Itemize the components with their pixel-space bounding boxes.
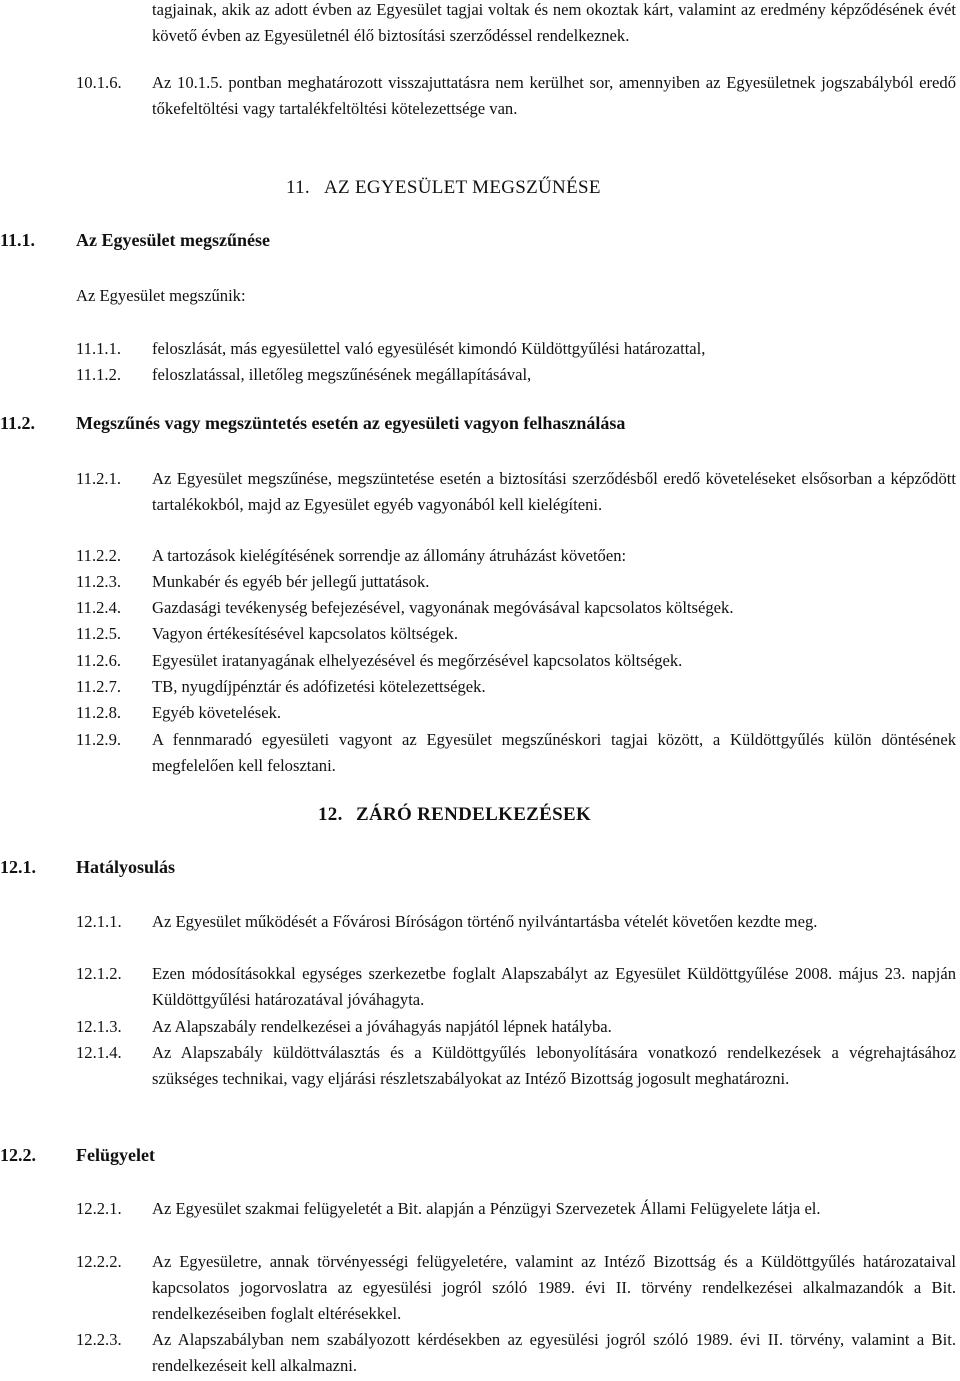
item-text: Az Egyesület szakmai felügyeletét a Bit. alapján a Pénzügyi Szervezetek Állami Felügyelete látja el. xyxy=(152,1199,821,1218)
item-number: 11.2.9. xyxy=(76,730,122,749)
list-item xyxy=(76,648,956,674)
list-item xyxy=(76,595,956,621)
section-number: 11.2. xyxy=(0,413,36,433)
list-item xyxy=(76,621,956,647)
item-text: Munkabér és egyéb bér jellegű juttatások. xyxy=(152,572,430,591)
item-number: 11.2.3. xyxy=(76,572,122,591)
item-number: 11.2.4. xyxy=(76,598,122,617)
list-item xyxy=(76,1196,956,1250)
list-item xyxy=(76,1014,956,1040)
item-number: 12.2.1. xyxy=(76,1199,122,1218)
item-text: Egyesület iratanyagának elhelyezésével és megőrzésével kapcsolatos költségek. xyxy=(152,651,683,670)
item-text: Az Alapszabály rendelkezései a jóváhagyás napjától lépnek hatályba. xyxy=(152,1017,612,1036)
item-number: 10.1.6. xyxy=(76,73,122,92)
item-text: Vagyon értékesítésével kapcsolatos költségek. xyxy=(152,624,458,643)
item-number: 12.2.2. xyxy=(76,1252,122,1271)
list-item xyxy=(76,674,956,700)
list-item xyxy=(76,961,956,1015)
list-item xyxy=(76,1040,956,1120)
item-text: feloszlását, más egyesülettel való egyesülését kimondó Küldöttgyűlési határozattal, xyxy=(152,339,706,358)
section-title: Megszűnés vagy megszüntetés esetén az egyesületi vagyon felhasználása xyxy=(76,413,626,433)
section-number: 11.1. xyxy=(0,230,36,250)
item-number: 12.1.3. xyxy=(76,1017,122,1036)
list-item xyxy=(76,362,956,388)
section-title: Az Egyesület megszűnése xyxy=(76,230,270,250)
item-text: Az Alapszabályban nem szabályozott kérdésekben az egyesülési jogról szóló 1989. évi II. törvény, valamint a Bit. rendelkezéseit kell alkalmazni. xyxy=(152,1330,956,1376)
item-text: Az Egyesület működését a Fővárosi Bíróságon történő nyilvántartásba vételét követően kezdte meg. xyxy=(152,912,818,931)
item-number: 12.1.1. xyxy=(76,912,122,931)
list-item xyxy=(76,909,956,963)
list-item xyxy=(76,70,956,124)
list-item xyxy=(76,727,956,781)
chapter-number: 11. xyxy=(286,177,310,198)
item-text: Gazdasági tevékenység befejezésével, vagyonának megóvásával kapcsolatos költségek. xyxy=(152,598,734,617)
item-text: Az Alapszabály küldöttválasztás és a Küldöttgyűlés lebonyolítására vonatkozó rendelkezések a végrehajtásához szükséges technikai, vagy eljárási részletszabályokat az Intéző Bizottság jogosult meghatározni. xyxy=(152,1043,956,1089)
item-text: Az 10.1.5. pontban meghatározott visszajuttatásra nem kerülhet sor, amennyiben az Egyesületnek jogszabályból eredő tőkefeltöltési vagy tartalékfeltöltési kötelezettsége van. xyxy=(152,73,956,119)
chapter-title: ZÁRÓ RENDELKEZÉSEK xyxy=(356,804,592,825)
item-text: Az Egyesület megszűnése, megszüntetése esetén a biztosítási szerződésből eredő követeléseket elsősorban a képződött tartalékokból, majd az Egyesület egyéb vagyonából kell kielégíteni. xyxy=(152,469,956,515)
chapter-heading-12 xyxy=(318,804,591,826)
item-text: Egyéb követelések. xyxy=(152,703,282,722)
list-item xyxy=(76,1327,956,1381)
item-text: TB, nyugdíjpénztár és adófizetési kötelezettségek. xyxy=(152,677,486,696)
section-number: 12.2. xyxy=(0,1145,36,1165)
item-number: 11.2.7. xyxy=(76,677,122,696)
item-text: feloszlatással, illetőleg megszűnésének megállapításával, xyxy=(152,365,532,384)
item-number: 12.2.3. xyxy=(76,1330,122,1349)
item-number: 11.1.2. xyxy=(76,365,122,384)
intro-paragraph: tagjainak, akik az adott évben az Egyesület tagjai voltak és nem okoztak kárt, valamint az eredmény képződésének évét követő évben az Egyesületnél élő biztosítási szerződéssel rendelkeznek. xyxy=(152,0,956,46)
list-item xyxy=(76,700,956,726)
item-number: 11.2.8. xyxy=(76,703,122,722)
chapter-title: AZ EGYESÜLET MEGSZŰNÉSE xyxy=(324,177,601,198)
item-text: Az Egyesületre, annak törvényességi felügyeletére, valamint az Intéző Bizottság és a Küldöttgyűlés határozataival kapcsolatos jogorvoslatra az egyesülési jogról szóló 1989. évi II. törvény rendelkezései alkalmazandók a Bit. rendelkezéseiben foglalt eltérésekkel. xyxy=(152,1252,956,1324)
item-number: 11.2.5. xyxy=(76,624,122,643)
item-number: 11.2.1. xyxy=(76,469,122,488)
chapter-heading-11 xyxy=(286,177,601,199)
item-text: Ezen módosításokkal egységes szerkezetbe foglalt Alapszabályt az Egyesület Küldöttgyűlése 2008. május 23. napján Küldöttgyűlési határozatával jóváhagyta. xyxy=(152,964,956,1010)
section-number: 12.1. xyxy=(0,857,36,877)
chapter-number: 12. xyxy=(318,804,343,825)
item-text: A tartozások kielégítésének sorrendje az állomány átruházást követően: xyxy=(152,546,627,565)
section-lead: Az Egyesület megszűnik: xyxy=(76,286,246,305)
section-title: Hatályosulás xyxy=(76,857,176,877)
section-title: Felügyelet xyxy=(76,1145,155,1165)
list-item xyxy=(76,466,956,544)
list-item xyxy=(76,543,956,569)
list-item xyxy=(76,1249,956,1329)
item-text: A fennmaradó egyesületi vagyont az Egyesület megszűnéskori tagjai között, a Küldöttgyűlés külön döntésének megfelelően kell felosztani. xyxy=(152,730,956,776)
list-item xyxy=(76,569,956,595)
list-item xyxy=(76,336,956,362)
item-number: 11.2.6. xyxy=(76,651,122,670)
item-number: 12.1.4. xyxy=(76,1043,122,1062)
item-number: 12.1.2. xyxy=(76,964,122,983)
item-number: 11.2.2. xyxy=(76,546,122,565)
item-number: 11.1.1. xyxy=(76,339,122,358)
